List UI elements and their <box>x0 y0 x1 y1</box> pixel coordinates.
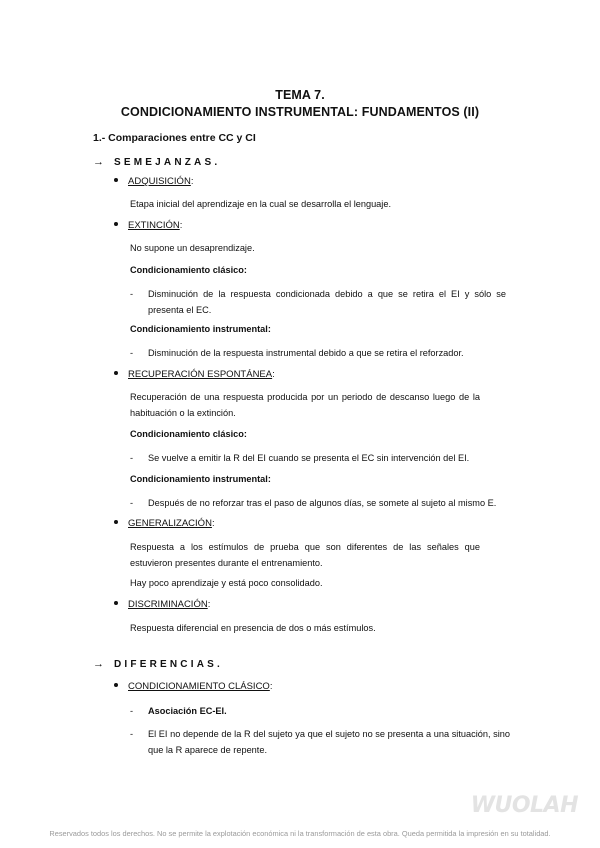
copyright-footer: Reservados todos los derechos. No se permite la explotación económica ni la transformación de esta obra. Queda permitida la impresión en su totalidad. <box>49 829 551 838</box>
diferencias-cc-item-2: - El EI no depende de la R del sujeto ya que el sujeto no se presenta a una situación, sino que la R aparece de repente. <box>130 729 510 755</box>
bullet-icon <box>114 178 118 182</box>
recuperacion-cc-item: - Se vuelve a emitir la R del EI cuando se presenta el EC sin intervención del EI. <box>130 453 470 463</box>
diferencias-cc-item-1: - Asociación EC-EI. <box>130 706 227 716</box>
discriminacion-label: DISCRIMINACIÓN <box>128 599 208 610</box>
colon: : <box>211 518 215 529</box>
page-title-line1: TEMA 7. <box>275 88 325 102</box>
extincion-cc-item: - Disminución de la respuesta condicionada debido a que se retira el EI y sólo se presenta el EC. <box>130 289 506 315</box>
bullet-icon <box>114 371 118 375</box>
colon: : <box>269 681 273 692</box>
bullet-icon <box>114 520 118 524</box>
semejanzas-label: SEMEJANZAS. <box>114 157 221 168</box>
recuperacion-ci-item-text: Después de no reforzar tras el paso de algunos días, se somete al sujeto al mismo E. <box>148 498 497 508</box>
extincion-text: No supone un desaprendizaje. <box>130 243 255 253</box>
extincion-cc-label: Condicionamiento clásico: <box>130 265 247 275</box>
colon: : <box>179 220 183 231</box>
extincion-ci-item: - Disminución de la respuesta instrumental debido a que se retira el reforzador. <box>130 348 464 358</box>
arrow-right-icon: → <box>93 658 104 670</box>
diferencias-cc-item-2-text: El EI no depende de la R del sujeto ya que el sujeto no se presenta a una situación, sino que la R aparece de repente. <box>148 729 510 755</box>
colon: : <box>272 369 275 380</box>
recuperacion-cc-item-text: Se vuelve a emitir la R del EI cuando se presenta el EC sin intervención del EI. <box>148 453 470 463</box>
bullet-icon <box>114 683 118 687</box>
extincion-ci-item-text: Disminución de la respuesta instrumental debido a que se retira el reforzador. <box>148 348 464 358</box>
extincion-label: EXTINCIÓN <box>128 220 180 231</box>
bullet-extincion <box>114 220 182 231</box>
discriminacion-text: Respuesta diferencial en presencia de dos o más estímulos. <box>130 623 376 633</box>
wuolah-logo: WUOLAH <box>470 793 578 818</box>
bullet-condicionamiento-clasico <box>114 681 272 692</box>
extincion-ci-label: Condicionamiento instrumental: <box>130 324 271 334</box>
recuperacion-ci-label: Condicionamiento instrumental: <box>130 474 271 484</box>
adquisicion-label: ADQUISICIÓN <box>128 176 191 187</box>
recuperacion-text: Recuperación de una respuesta producida por un periodo de descanso luego de la habituación o la extinción. <box>130 392 480 418</box>
section-heading: 1.- Comparaciones entre CC y CI <box>93 132 256 144</box>
extincion-cc-item-text: Disminución de la respuesta condicionada debido a que se retira el EI y sólo se presenta el EC. <box>148 289 506 315</box>
diferencias-label: DIFERENCIAS. <box>114 659 223 670</box>
generalizacion-label: GENERALIZACIÓN <box>128 518 212 529</box>
condicionamiento-clasico-label: CONDICIONAMIENTO CLÁSICO <box>128 681 270 692</box>
colon: : <box>190 176 194 187</box>
recuperacion-cc-label: Condicionamiento clásico: <box>130 429 247 439</box>
bullet-recuperacion <box>114 369 275 380</box>
bullet-discriminacion <box>114 599 210 610</box>
recuperacion-ci-item: - Después de no reforzar tras el paso de algunos días, se somete al sujeto al mismo E. <box>130 498 497 508</box>
diferencias-heading <box>93 658 223 670</box>
recuperacion-label: RECUPERACIÓN ESPONTÁNEA <box>128 369 273 380</box>
bullet-adquisicion <box>114 176 193 187</box>
generalizacion-text-1: Respuesta a los estímulos de prueba que son diferentes de las señales que estuvieron presentes durante el entrenamiento. <box>130 542 480 568</box>
adquisicion-text: Etapa inicial del aprendizaje en la cual se desarrolla el lenguaje. <box>130 199 391 209</box>
page-title-line2: CONDICIONAMIENTO INSTRUMENTAL: FUNDAMENTOS (II) <box>120 105 480 119</box>
arrow-right-icon: → <box>93 156 104 168</box>
semejanzas-heading <box>93 156 220 168</box>
colon: : <box>207 599 211 610</box>
diferencias-cc-item-1-text: Asociación EC-EI. <box>148 706 227 716</box>
generalizacion-text-2: Hay poco aprendizaje y está poco consolidado. <box>130 578 323 588</box>
bullet-icon <box>114 601 118 605</box>
bullet-generalizacion <box>114 518 215 529</box>
bullet-icon <box>114 222 118 226</box>
